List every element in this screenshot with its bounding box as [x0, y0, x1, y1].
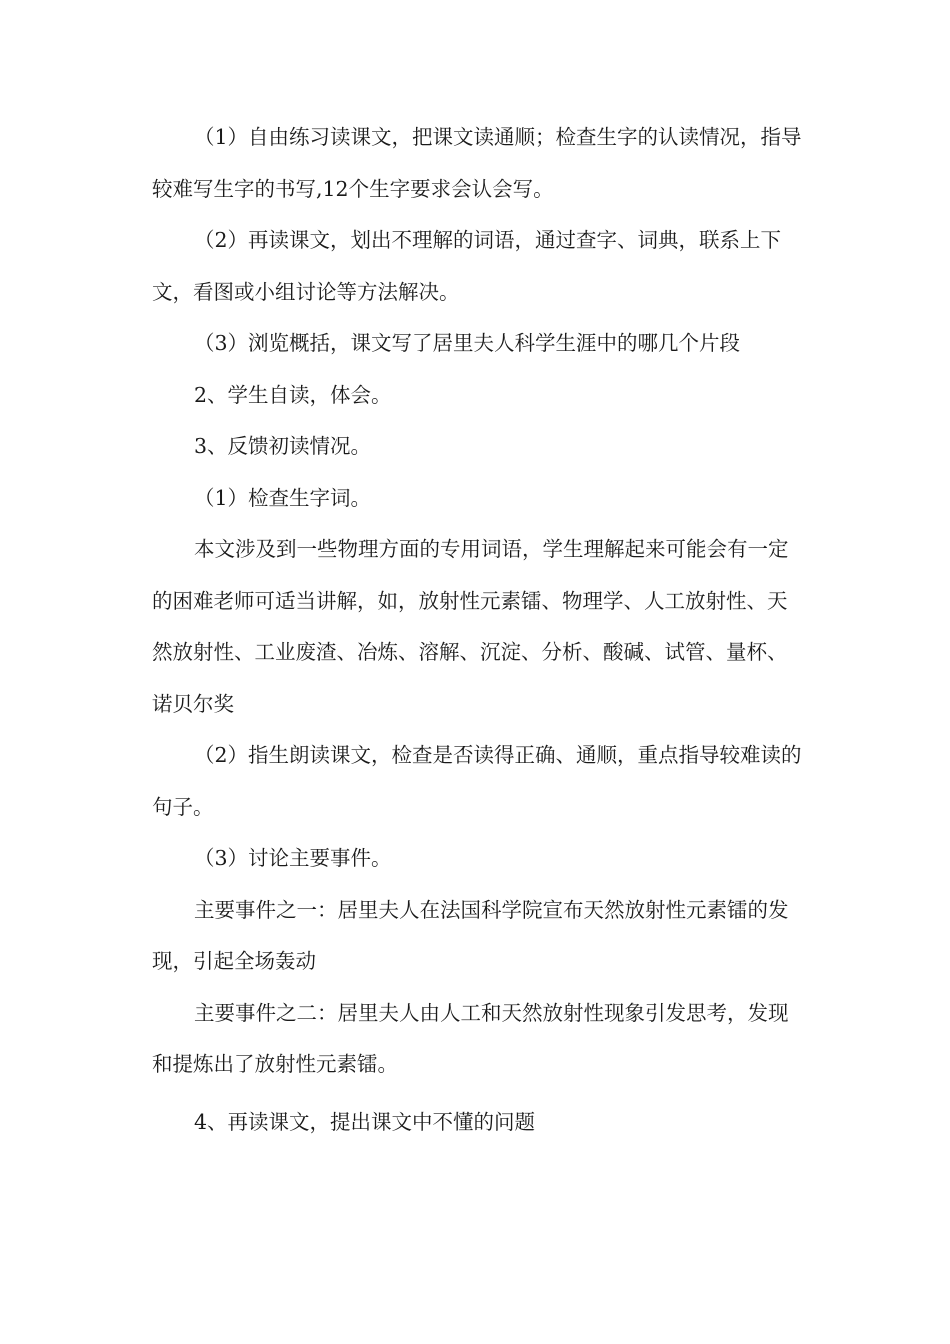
- paragraph-1: （1）自由练习读课文，把课文读通顺；检查生字的认读情况，指导较难写生字的书写,12个生字要求会认会写。: [152, 125, 802, 201]
- paragraph-12: 4、再读课文，提出课文中不懂的问题: [194, 1109, 536, 1134]
- paragraph-4: 2、学生自读，体会。: [194, 382, 392, 407]
- document-body: [152, 112, 802, 1148]
- paragraph-5: 3、反馈初读情况。: [194, 434, 372, 458]
- paragraph-6: （1）检查生字词。: [194, 485, 372, 510]
- paragraph-7: 本文涉及到一些物理方面的专用词语，学生理解起来可能会有一定的困难老师可适当讲解，如，放射性元素镭、物理学、人工放射性、天然放射性、工业废渣、冶炼、溶解、沉淀、分析、酸碱、试管、量杯、诺贝尔奖: [152, 537, 789, 716]
- paragraph-3: （3）浏览概括，课文写了居里夫人科学生涯中的哪几个片段: [194, 331, 741, 355]
- paragraph-10: 主要事件之一：居里夫人在法国科学院宣布天然放射性元素镭的发现，引起全场轰动: [152, 897, 789, 973]
- paragraph-11: 主要事件之二：居里夫人由人工和天然放射性现象引发思考，发现和提炼出了放射性元素镭。: [152, 1000, 789, 1076]
- paragraph-8: （2）指生朗读课文，检查是否读得正确、通顺，重点指导较难读的句子。: [152, 743, 802, 819]
- paragraph-2: （2）再读课文，划出不理解的词语，通过查字、词典，联系上下文，看图或小组讨论等方法解决。: [152, 228, 782, 304]
- paragraph-9: （3）讨论主要事件。: [194, 846, 392, 870]
